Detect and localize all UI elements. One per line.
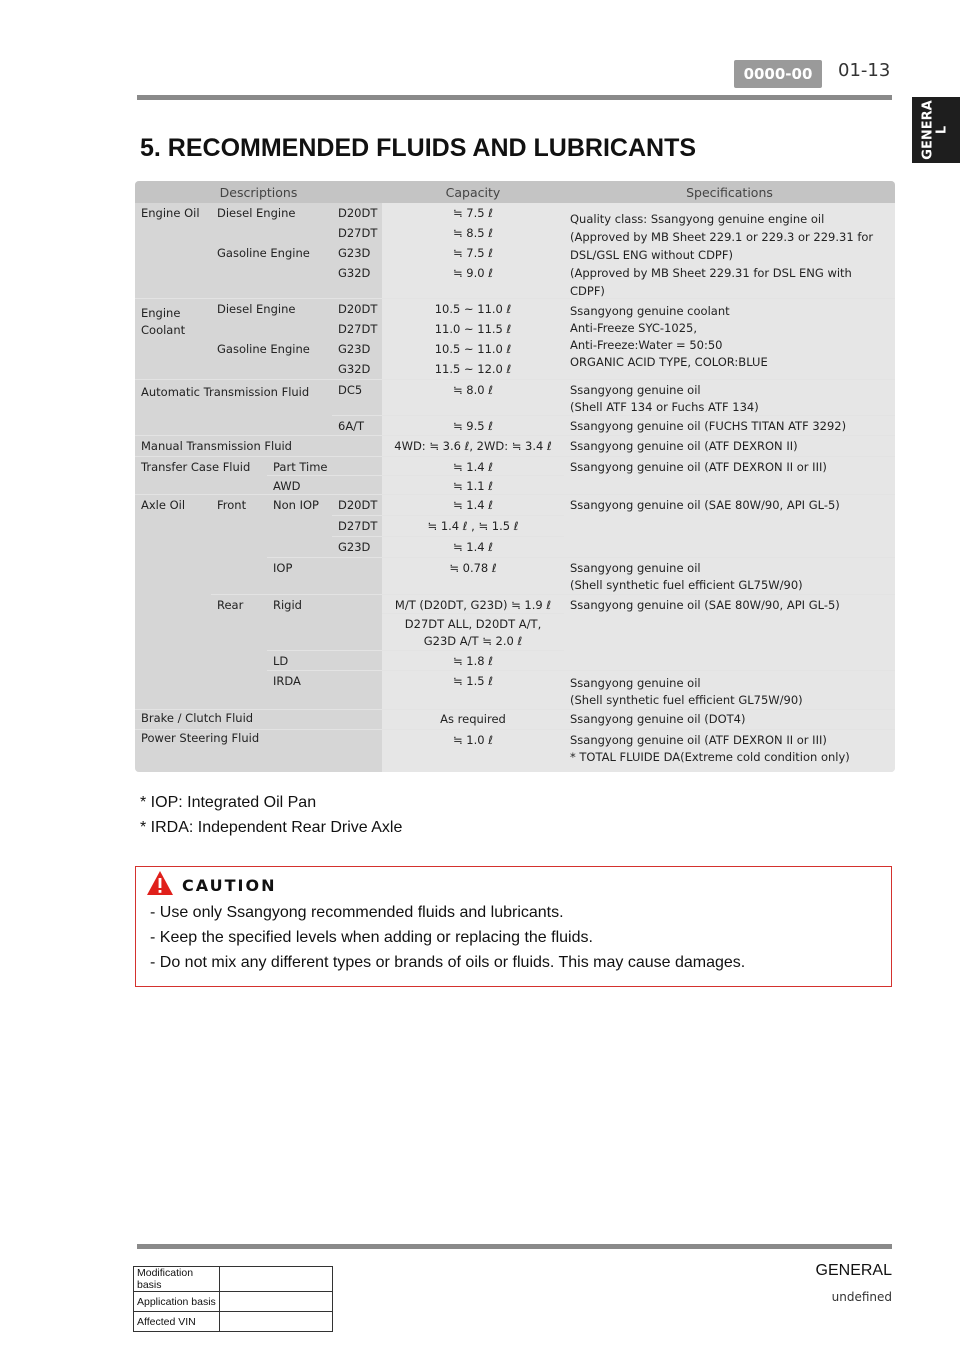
iop-capacity: ≒ 0.78 ℓ [382, 558, 564, 594]
desc-power-steering: Power Steering Fluid [135, 730, 382, 772]
note-iop: * IOP: Integrated Oil Pan [140, 794, 317, 811]
ec-g23d-capacity: 10.5 ~ 11.0 ℓ [382, 339, 564, 359]
axle-ld: LD [267, 651, 382, 670]
atf-dc5-specification: Ssangyong genuine oil (Shell ATF 134 or Fuchs ATF 134) [564, 380, 895, 415]
table-row [134, 1292, 333, 1312]
affected-vin-label: Affected VIN [134, 1312, 220, 1332]
ec-d20dt: D20DT [332, 299, 382, 319]
table-header-descriptions: Descriptions [135, 181, 382, 203]
rigid-capacity-at: D27DT ALL, D20DT A/T, G23D A/T ≒ 2.0 ℓ [382, 614, 564, 650]
mtf-capacity: 4WD: ≒ 3.6 ℓ, 2WD: ≒ 3.4 ℓ [382, 436, 564, 456]
tcf-specification: Ssangyong genuine oil (ATF DEXRON II or III) [564, 457, 895, 494]
caution-item: - Keep the specified levels when adding or replacing the fluids. [150, 929, 593, 946]
ec-d20dt-capacity: 10.5 ~ 11.0 ℓ [382, 299, 564, 319]
tcf-awd: AWD [267, 476, 382, 494]
header-divider [137, 95, 892, 100]
ax-d20dt-capacity: ≒ 1.4 ℓ [382, 495, 564, 515]
side-tab-label: GENERA L [921, 100, 951, 160]
psf-specification: Ssangyong genuine oil (ATF DEXRON II or III) * TOTAL FLUIDE DA(Extreme cold condition only) [564, 730, 895, 772]
footer-divider [137, 1244, 892, 1249]
footer-section-name: GENERAL [815, 1262, 892, 1279]
rigid-capacity-mt: M/T (D20DT, G23D) ≒ 1.9 ℓ [382, 595, 564, 613]
atf-dc5: DC5 [332, 380, 382, 415]
mod-basis-label: Modification basis [134, 1267, 220, 1292]
warning-triangle-icon [146, 870, 174, 896]
table-header-specifications: Specifications [564, 181, 895, 203]
irda-capacity: ≒ 1.5 ℓ [382, 671, 564, 709]
atf-6at-capacity: ≒ 9.5 ℓ [382, 416, 564, 435]
ec-g23d: G23D [332, 339, 382, 359]
desc-mtf: Manual Transmission Fluid [135, 436, 382, 456]
ec-g32d-capacity: 11.5 ~ 12.0 ℓ [382, 359, 564, 379]
section-side-tab[interactable] [912, 97, 960, 163]
ax-d27dt-capacity: ≒ 1.4 ℓ , ≒ 1.5 ℓ [382, 516, 564, 536]
coolant-gasoline: Gasoline Engine [211, 339, 332, 379]
page-title: 5. RECOMMENDED FLUIDS AND LUBRICANTS [140, 134, 697, 162]
tcf-part-time: Part Time [267, 457, 382, 475]
eo-g32d: G32D [332, 263, 382, 298]
tcf-part-time-capacity: ≒ 1.4 ℓ [382, 457, 564, 475]
app-basis-value [220, 1292, 333, 1312]
eo-d27dt: D27DT [332, 223, 382, 243]
ec-d27dt-capacity: 11.0 ~ 11.5 ℓ [382, 319, 564, 339]
atf-6at-specification: Ssangyong genuine oil (FUCHS TITAN ATF 3292) [564, 416, 895, 435]
front-specification: Ssangyong genuine oil (SAE 80W/90, API GL-5) [564, 495, 895, 557]
ld-capacity: ≒ 1.8 ℓ [382, 651, 564, 670]
eo-specification: Quality class: Ssangyong genuine engine oil (Approved by MB Sheet 229.1 or 229.3 or 229.31 for DSL/GSL ENG without CDPF) (Approved by MB Sheet 229.31 for DSL ENG with CDPF) [564, 203, 895, 298]
psf-capacity: ≒ 1.0 ℓ [382, 730, 564, 772]
iop-specification: Ssangyong genuine oil (Shell synthetic fuel efficient GL75W/90) [564, 558, 895, 594]
desc-axle-oil: Axle Oil [135, 495, 211, 709]
caution-item: - Do not mix any different types or brands of oils or fluids. This may cause damages. [150, 954, 746, 971]
note-irda: * IRDA: Independent Rear Drive Axle [140, 819, 403, 836]
eo-g23d: G23D [332, 243, 382, 263]
desc-transfer-case: Transfer Case Fluid [135, 457, 267, 494]
axle-iop: IOP [267, 558, 382, 594]
modification-table [133, 1266, 333, 1332]
atf-6at: 6A/T [332, 416, 382, 435]
caution-title: CAUTION [182, 876, 277, 895]
eo-g32d-capacity: ≒ 9.0 ℓ [382, 263, 564, 298]
engine-oil-diesel: Diesel Engine [211, 203, 332, 243]
ax-d20dt: D20DT [332, 495, 382, 515]
mod-basis-value [220, 1267, 333, 1292]
eo-d27dt-capacity: ≒ 8.5 ℓ [382, 223, 564, 243]
atf-dc5-capacity: ≒ 8.0 ℓ [382, 380, 564, 415]
tcf-awd-capacity: ≒ 1.1 ℓ [382, 476, 564, 494]
page-number: 01-13 [838, 60, 891, 81]
axle-irda: IRDA [267, 671, 382, 709]
coolant-diesel: Diesel Engine [211, 299, 332, 339]
section-code-badge: 0000-00 [734, 60, 822, 88]
brake-specification: Ssangyong genuine oil (DOT4) [564, 710, 895, 729]
axle-rigid: Rigid [267, 595, 382, 650]
eo-g23d-capacity: ≒ 7.5 ℓ [382, 243, 564, 263]
desc-engine-oil: Engine Oil [135, 203, 211, 298]
mtf-specification: Ssangyong genuine oil (ATF DEXRON II) [564, 436, 895, 456]
ec-d27dt: D27DT [332, 319, 382, 339]
app-basis-label: Application basis [134, 1292, 220, 1312]
ax-d27dt: D27DT [332, 516, 382, 536]
rigid-specification: Ssangyong genuine oil (SAE 80W/90, API GL-5) [564, 595, 895, 670]
axle-front: Front [211, 495, 267, 594]
axle-non-iop: Non IOP [267, 495, 332, 557]
irda-specification: Ssangyong genuine oil (Shell synthetic fuel efficient GL75W/90) [564, 671, 895, 709]
ec-specification: Ssangyong genuine coolant Anti-Freeze SYC-1025, Anti-Freeze:Water = 50:50 ORGANIC ACID TYPE, COLOR:BLUE [564, 299, 895, 379]
footer-subtitle: undefined [831, 1290, 892, 1304]
affected-vin-value [220, 1312, 333, 1332]
table-row [134, 1312, 333, 1332]
table-header-capacity: Capacity [382, 181, 564, 203]
axle-rear: Rear [211, 595, 267, 709]
ax-g23d: G23D [332, 537, 382, 557]
desc-engine-coolant: Engine Coolant [135, 299, 211, 379]
eo-d20dt-capacity: ≒ 7.5 ℓ [382, 203, 564, 223]
table-row [134, 1267, 333, 1292]
desc-brake-clutch: Brake / Clutch Fluid [135, 710, 382, 729]
ec-g32d: G32D [332, 359, 382, 379]
eo-d20dt: D20DT [332, 203, 382, 223]
desc-atf: Automatic Transmission Fluid [135, 380, 332, 435]
ax-g23d-capacity: ≒ 1.4 ℓ [382, 537, 564, 557]
caution-item: - Use only Ssangyong recommended fluids and lubricants. [150, 904, 564, 921]
engine-oil-gasoline: Gasoline Engine [211, 243, 332, 298]
fluids-table [135, 181, 895, 772]
brake-capacity: As required [382, 710, 564, 729]
